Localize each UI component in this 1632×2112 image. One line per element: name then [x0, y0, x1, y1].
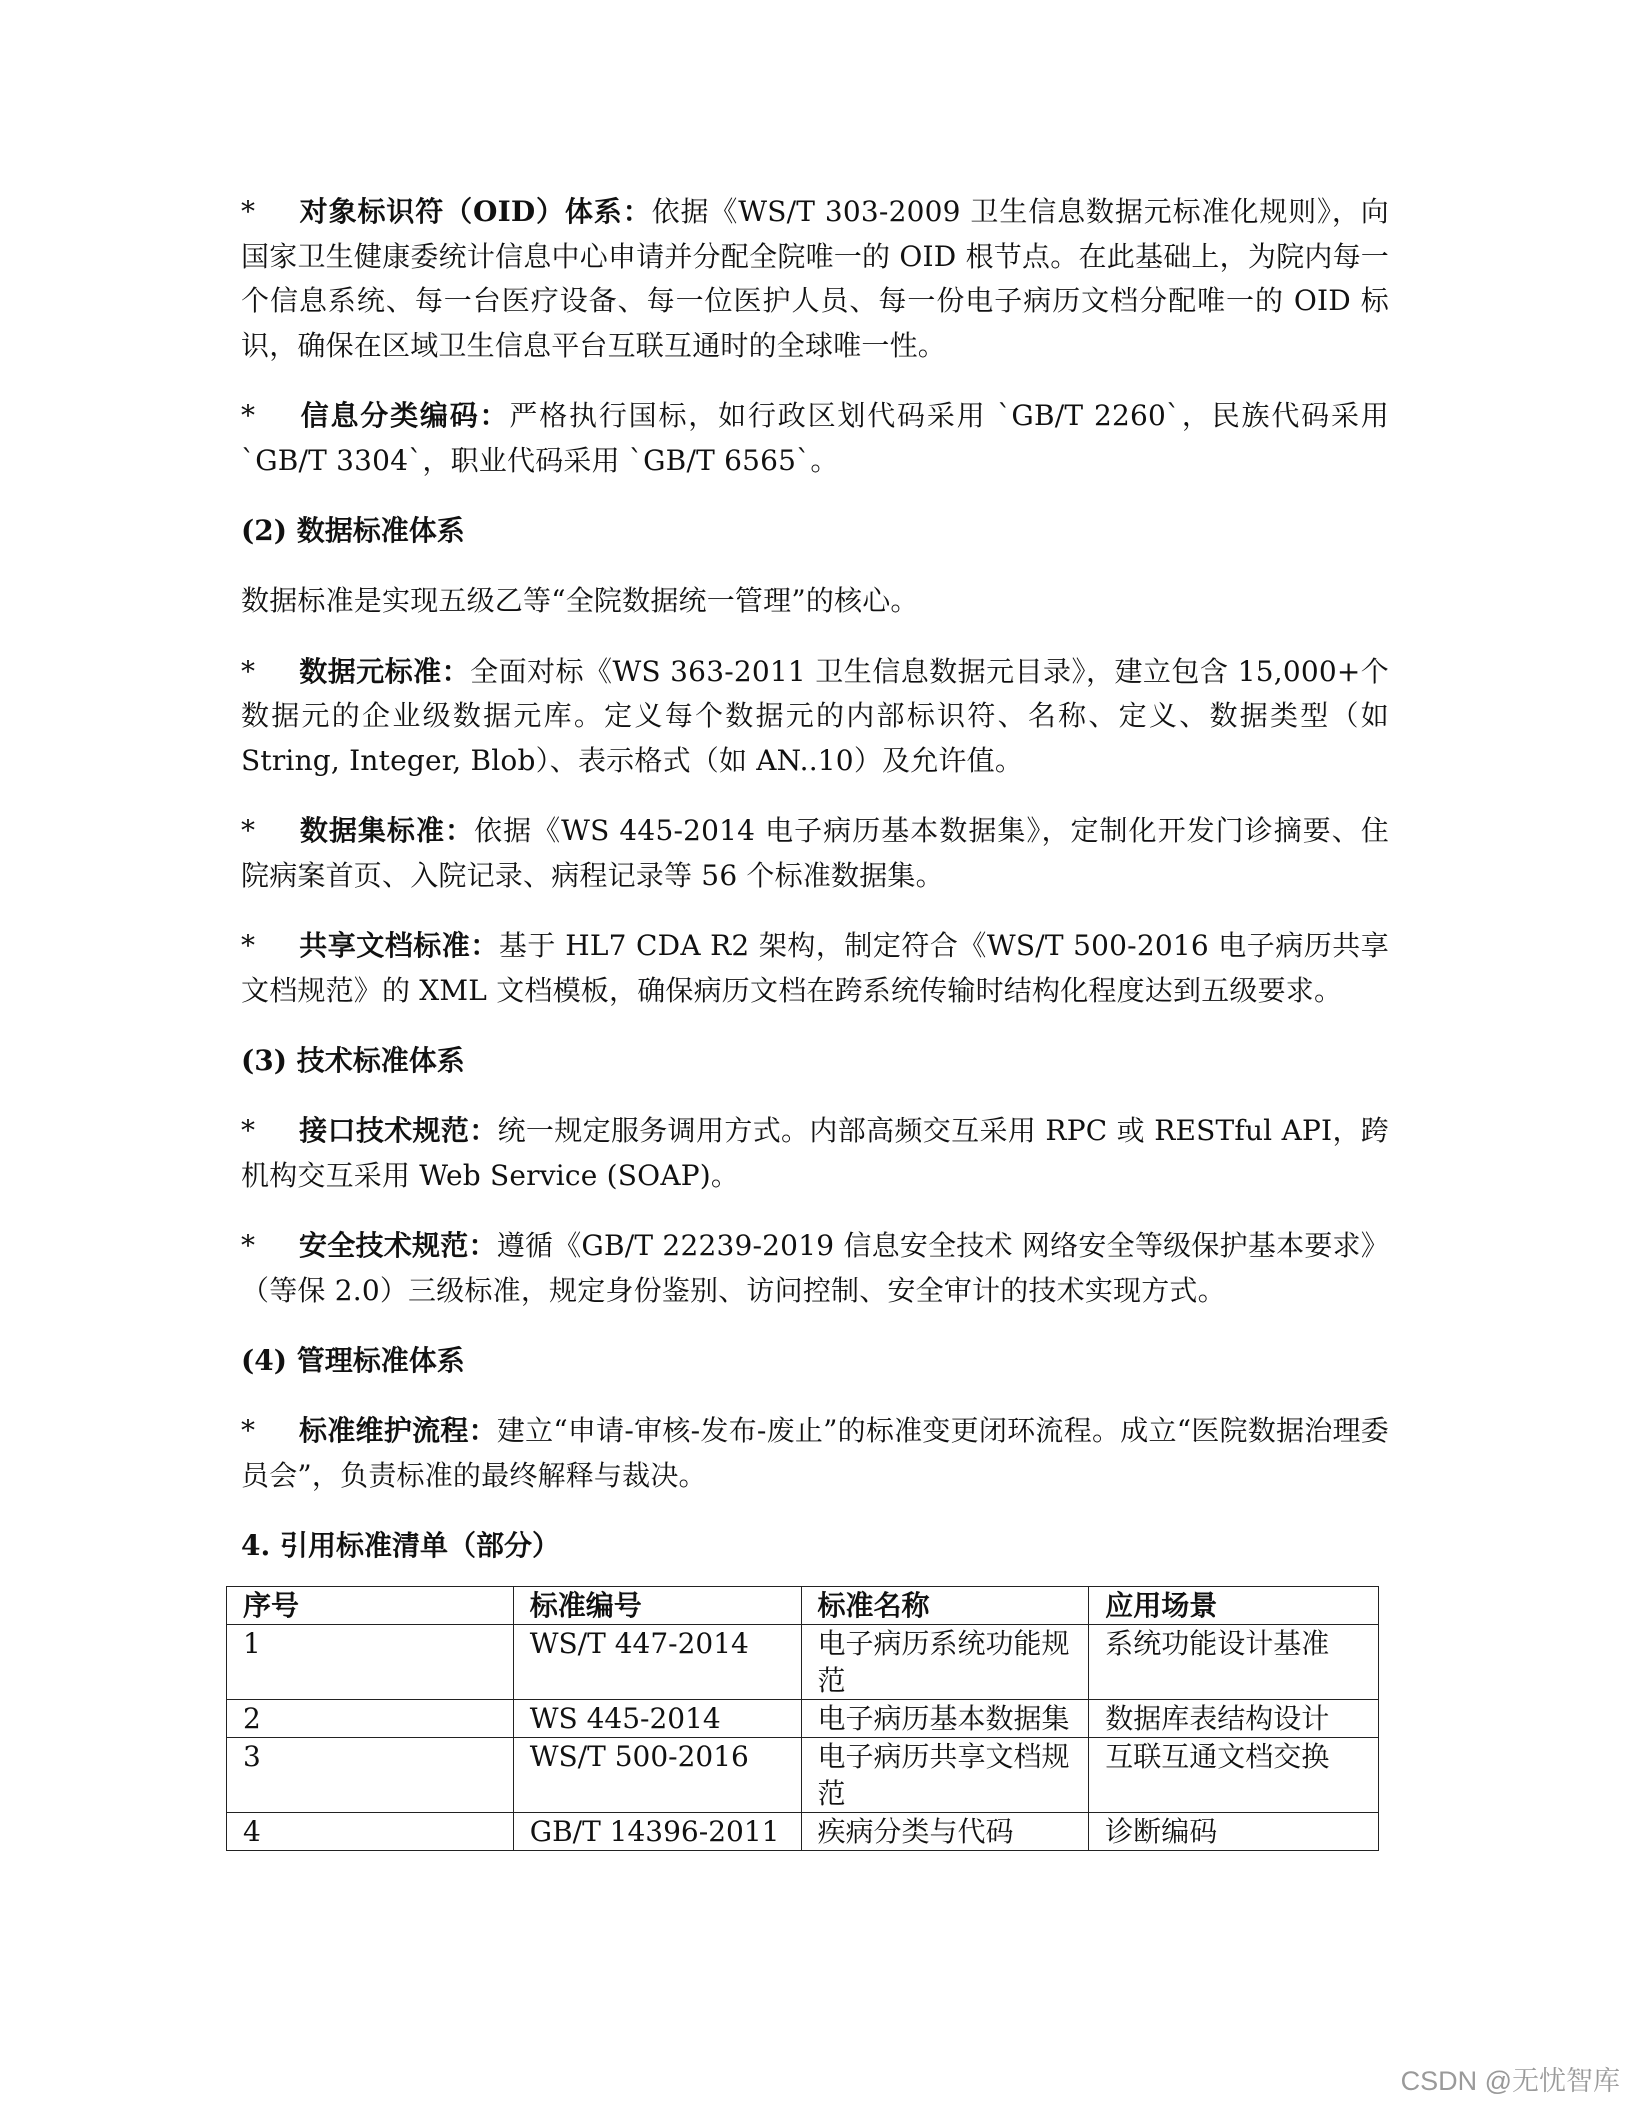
dataset-text: 依据《WS 445-2014 电子病历基本数据集》，定制化开发门诊摘要、住院病案首页、入院记录、病程记录等 56 个标准数据集。 [241, 814, 1390, 892]
interface-text: 统一规定服务调用方式。内部高频交互采用 RPC 或 RESTful API，跨机构交互采用 Web Service (SOAP)。 [241, 1114, 1389, 1192]
bullet-star: * [241, 1414, 256, 1447]
security-label: 安全技术规范： [299, 1229, 497, 1262]
cell-code: WS/T 447-2014 [513, 1625, 801, 1700]
document-body [241, 190, 1389, 1580]
cell-scenario: 互联互通文档交换 [1089, 1738, 1379, 1813]
header-index: 序号 [227, 1587, 514, 1625]
shared-doc-label: 共享文档标准： [299, 929, 499, 962]
cell-scenario: 系统功能设计基准 [1089, 1625, 1379, 1700]
oid-label: 对象标识符（OID）体系： [299, 195, 652, 228]
security-paragraph [241, 1224, 1389, 1313]
table-header-row [227, 1587, 1379, 1625]
interface-paragraph [241, 1109, 1389, 1198]
security-text: 遵循《GB/T 22239-2019 信息安全技术 网络安全等级保护基本要求》（等保 2.0）三级标准，规定身份鉴别、访问控制、安全审计的技术实现方式。 [241, 1229, 1389, 1307]
section2-heading: (2) 数据标准体系 [241, 514, 465, 547]
interface-label: 接口技术规范： [299, 1114, 498, 1147]
watermark: CSDN @无忧智库 [1400, 2066, 1620, 2096]
cell-code: WS 445-2014 [513, 1700, 801, 1738]
classification-label: 信息分类编码： [299, 399, 510, 432]
table-row [227, 1738, 1379, 1813]
cell-index: 4 [227, 1813, 514, 1851]
header-name: 标准名称 [801, 1587, 1089, 1625]
maintenance-label: 标准维护流程： [299, 1414, 497, 1447]
maintenance-text: 建立“申请-审核-发布-废止”的标准变更闭环流程。成立“医院数据治理委员会”，负责标准的最终解释与裁决。 [241, 1414, 1389, 1492]
data-element-label: 数据元标准： [299, 654, 471, 688]
standards-list-heading: 4. 引用标准清单（部分） [241, 1529, 560, 1562]
bullet-star: * [241, 1114, 256, 1147]
cell-name: 电子病历基本数据集 [801, 1700, 1089, 1738]
table-row [227, 1813, 1379, 1851]
cell-scenario: 数据库表结构设计 [1089, 1700, 1379, 1738]
cell-name: 电子病历系统功能规范 [801, 1625, 1089, 1700]
data-element-paragraph [241, 650, 1389, 784]
cell-index: 3 [227, 1738, 514, 1813]
classification-text: 严格执行国标，如行政区划代码采用 `GB/T 2260`，民族代码采用 `GB/T 3304`，职业代码采用 `GB/T 6565`。 [241, 399, 1389, 477]
bullet-star: * [241, 654, 256, 688]
bullet-star: * [241, 814, 256, 847]
section2-intro: 数据标准是实现五级乙等“全院数据统一管理”的核心。 [241, 584, 919, 617]
cell-code: GB/T 14396-2011 [513, 1813, 801, 1851]
header-code: 标准编号 [513, 1587, 801, 1625]
data-element-text: 全面对标《WS 363-2011 卫生信息数据元目录》，建立包含 15,000+个数据元的企业级数据元库。定义每个数据元的内部标识符、名称、定义、数据类型（如 String, Integer, Blob）、表示格式（如 AN..10）及允许值。 [241, 654, 1390, 777]
shared-doc-paragraph [241, 924, 1389, 1013]
cell-code: WS/T 500-2016 [513, 1738, 801, 1813]
standards-table [226, 1586, 1379, 1851]
cell-index: 2 [227, 1700, 514, 1738]
bullet-star: * [241, 929, 256, 962]
maintenance-paragraph [241, 1409, 1389, 1498]
bullet-star: * [241, 195, 256, 228]
oid-text: 依据《WS/T 303-2009 卫生信息数据元标准化规则》，向国家卫生健康委统计信息中心申请并分配全院唯一的 OID 根节点。在此基础上，为院内每一个信息系统、每一台医疗设备、每一位医护人员、每一份电子病历文档分配唯一的 OID 标识，确保在区域卫生信息平台互联互通时的全球唯一性。 [241, 195, 1389, 362]
classification-paragraph [241, 394, 1389, 483]
oid-paragraph [241, 190, 1389, 368]
bullet-star: * [241, 399, 256, 432]
dataset-paragraph [241, 809, 1389, 898]
section3-heading: (3) 技术标准体系 [241, 1044, 465, 1077]
section4-heading: (4) 管理标准体系 [241, 1344, 465, 1377]
bullet-star: * [241, 1229, 256, 1262]
shared-doc-text: 基于 HL7 CDA R2 架构，制定符合《WS/T 500-2016 电子病历共享文档规范》的 XML 文档模板，确保病历文档在跨系统传输时结构化程度达到五级要求。 [241, 929, 1389, 1007]
header-scenario: 应用场景 [1089, 1587, 1379, 1625]
table-row [227, 1700, 1379, 1738]
table-row [227, 1625, 1379, 1700]
cell-name: 电子病历共享文档规范 [801, 1738, 1089, 1813]
cell-index: 1 [227, 1625, 514, 1700]
dataset-label: 数据集标准： [299, 814, 475, 847]
cell-name: 疾病分类与代码 [801, 1813, 1089, 1851]
cell-scenario: 诊断编码 [1089, 1813, 1379, 1851]
